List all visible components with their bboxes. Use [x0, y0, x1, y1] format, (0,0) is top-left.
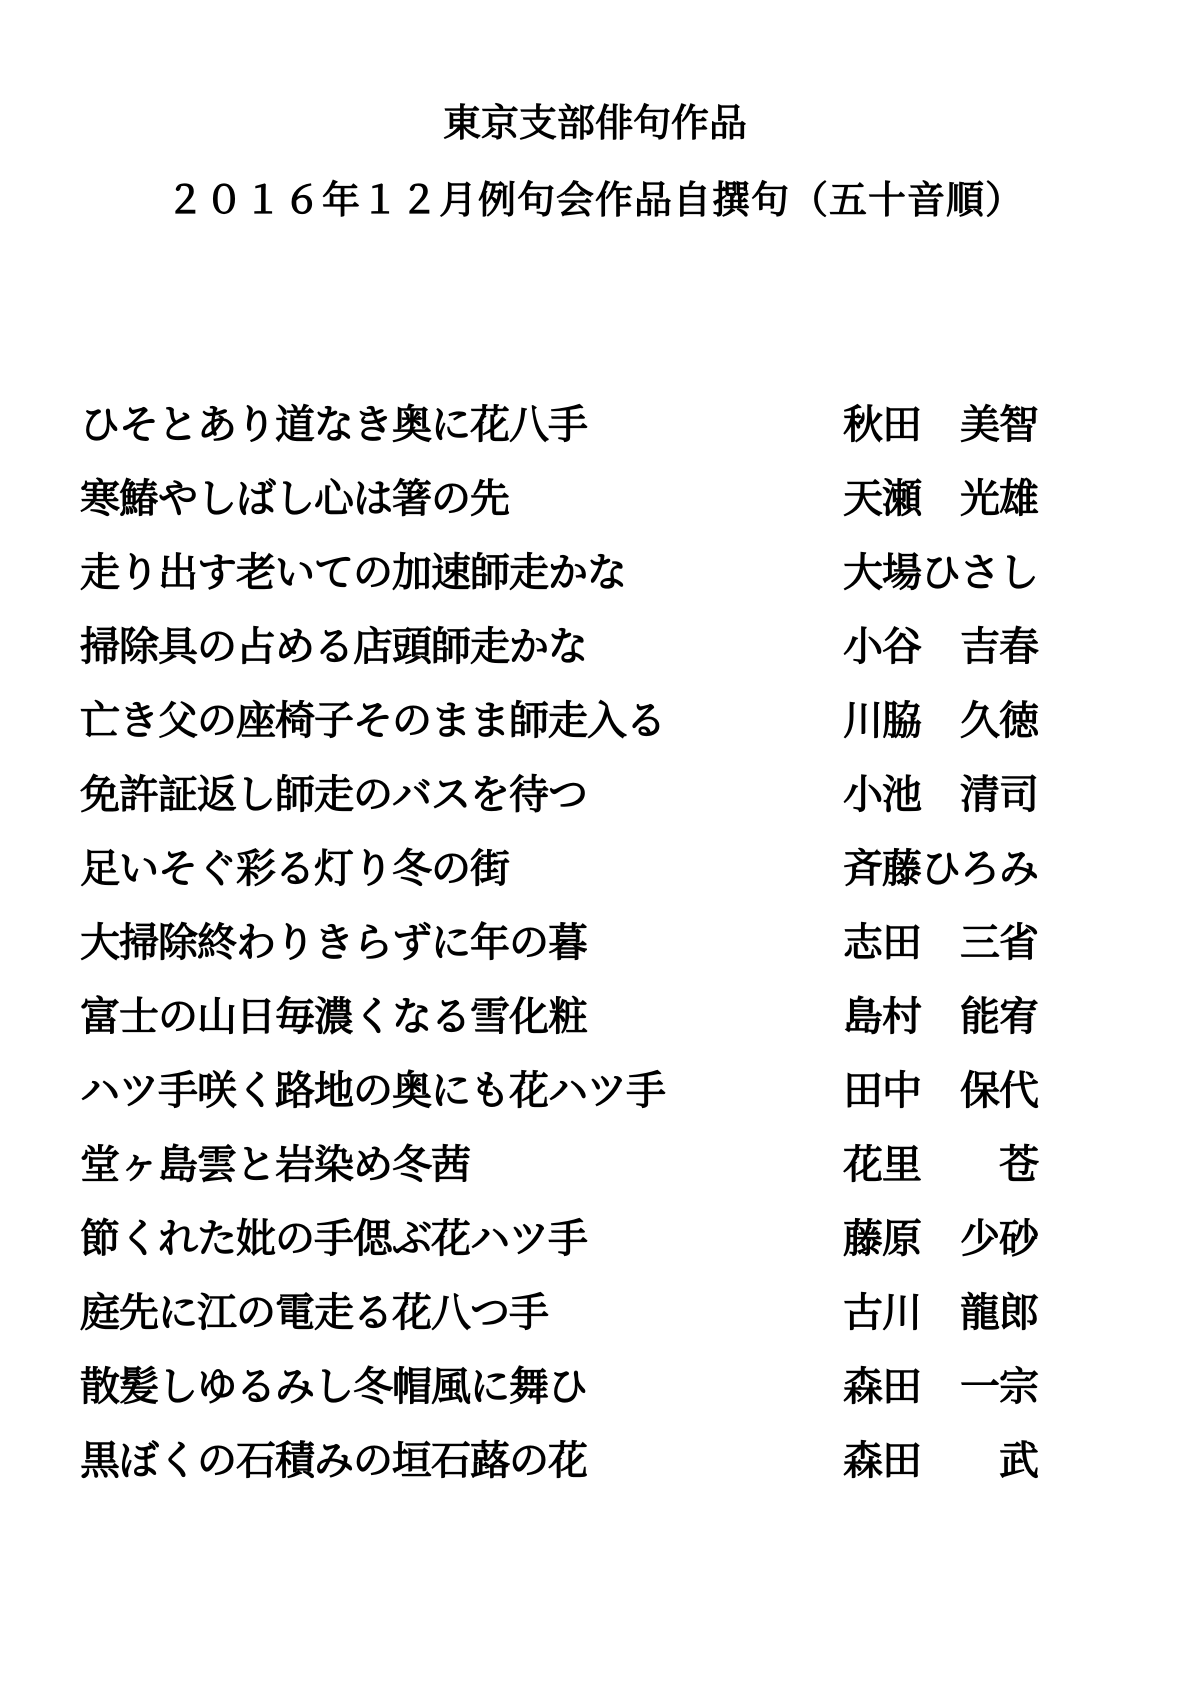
haiku-row	[0, 619, 1190, 693]
haiku-text: ハツ手咲く路地の奥にも花ハツ手	[80, 1068, 665, 1114]
haiku-text: 富士の山日毎濃くなる雪化粧	[80, 994, 587, 1040]
haiku-row	[0, 471, 1190, 545]
haiku-author: 秋田 美智	[843, 402, 1038, 448]
haiku-row	[0, 915, 1190, 989]
haiku-list	[0, 397, 1190, 1507]
haiku-author: 森田 武	[843, 1438, 1038, 1484]
haiku-author: 花里 苍	[843, 1142, 1038, 1188]
haiku-text: 節くれた妣の手偲ぶ花ハツ手	[80, 1216, 587, 1262]
haiku-author: 天瀬 光雄	[843, 476, 1038, 522]
document-subtitle: ２０１６年１２月例句会作品自撰句（五十音順）	[165, 177, 1024, 222]
haiku-row	[0, 1285, 1190, 1359]
haiku-author: 小谷 吉春	[843, 624, 1038, 670]
document-title: 東京支部俳句作品	[442, 100, 747, 145]
haiku-author: 藤原 少砂	[843, 1216, 1038, 1262]
haiku-author: 川脇 久徳	[843, 698, 1038, 744]
haiku-author: 森田 一宗	[843, 1364, 1038, 1410]
haiku-author: 志田 三省	[843, 920, 1038, 966]
haiku-row	[0, 1211, 1190, 1285]
haiku-row	[0, 1063, 1190, 1137]
haiku-row	[0, 545, 1190, 619]
haiku-text: 寒鰆やしばし心は箸の先	[80, 476, 509, 522]
haiku-row	[0, 841, 1190, 915]
haiku-author: 古川 龍郎	[843, 1290, 1038, 1336]
haiku-row	[0, 397, 1190, 471]
haiku-text: 黒ぼくの石積みの垣石蕗の花	[80, 1438, 587, 1484]
haiku-text: 大掃除終わりきらずに年の暮	[80, 920, 587, 966]
haiku-author: 斉藤ひろみ	[843, 846, 1038, 892]
haiku-text: 走り出す老いての加速師走かな	[80, 550, 626, 596]
haiku-text: 堂ヶ島雲と岩染め冬茜	[80, 1142, 470, 1188]
haiku-author: 小池 清司	[843, 772, 1038, 818]
haiku-text: 免許証返し師走のバスを待つ	[80, 772, 587, 818]
haiku-row	[0, 1433, 1190, 1507]
haiku-text: 掃除具の占める店頭師走かな	[80, 624, 587, 670]
haiku-row	[0, 693, 1190, 767]
haiku-row	[0, 989, 1190, 1063]
haiku-row	[0, 1359, 1190, 1433]
haiku-author: 大場ひさし	[843, 550, 1038, 596]
haiku-author: 島村 能宥	[843, 994, 1038, 1040]
haiku-text: 足いそぐ彩る灯り冬の街	[80, 846, 509, 892]
haiku-text: 亡き父の座椅子そのまま師走入る	[80, 698, 665, 744]
haiku-text: 散髪しゆるみし冬帽風に舞ひ	[80, 1364, 587, 1410]
haiku-author: 田中 保代	[843, 1068, 1038, 1114]
haiku-row	[0, 1137, 1190, 1211]
haiku-text: ひそとあり道なき奥に花八手	[80, 402, 587, 448]
haiku-text: 庭先に江の電走る花八つ手	[80, 1290, 548, 1336]
haiku-row	[0, 767, 1190, 841]
